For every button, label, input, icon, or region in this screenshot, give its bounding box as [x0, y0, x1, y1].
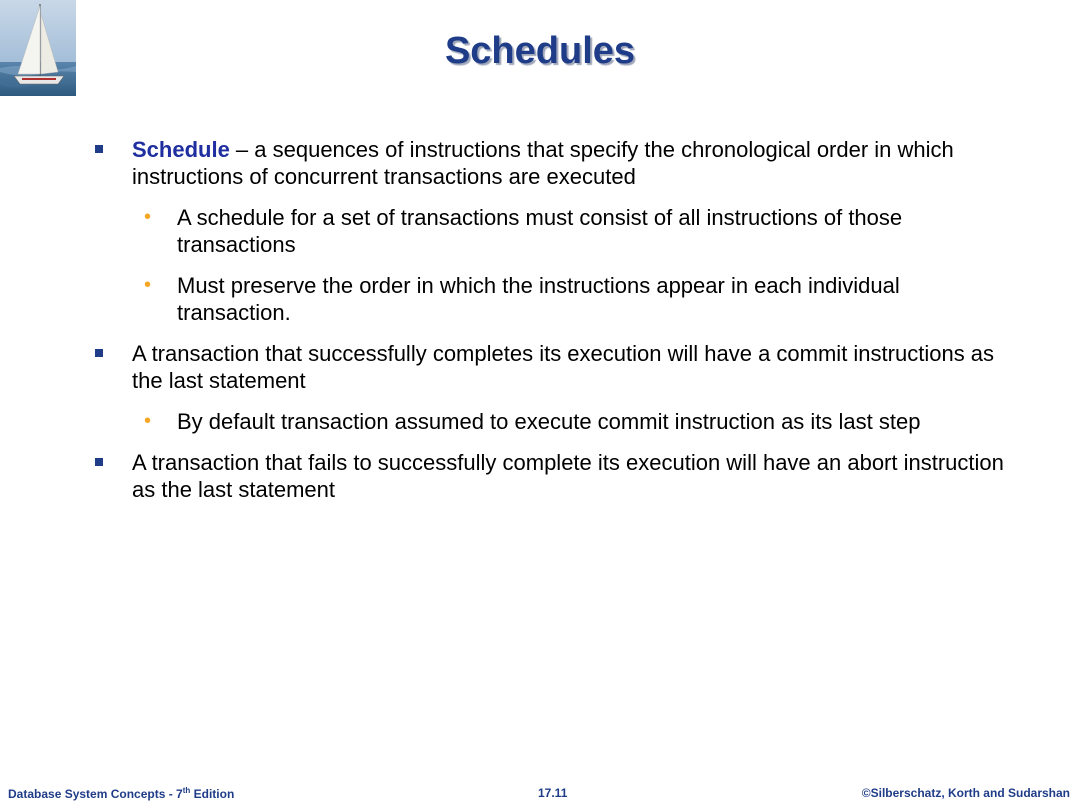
slide-footer	[0, 786, 1080, 806]
sub-bullet-text: A schedule for a set of transactions must consist of all instructions of those transactions	[177, 205, 903, 257]
round-bullet-icon: •	[144, 410, 152, 432]
bullet-item-schedule	[90, 136, 1010, 190]
square-bullet-icon	[95, 349, 103, 357]
bullet-text: – a sequences of instructions that specify the chronological order in which instructions of concurrent transactions are executed	[132, 137, 954, 189]
footer-copyright: ©Silberschatz, Korth and Sudarshan	[861, 786, 1070, 800]
bullet-text: A transaction that successfully completes its execution will have a commit instructions as the last statement	[132, 341, 995, 393]
sub-bullet-text: By default transaction assumed to execute commit instruction as its last step	[177, 409, 921, 434]
slide-content	[90, 136, 1010, 517]
square-bullet-icon	[95, 145, 103, 153]
square-bullet-icon	[95, 458, 103, 466]
round-bullet-icon: •	[144, 206, 152, 228]
footer-page-number: 17.11	[538, 786, 568, 800]
term-schedule: Schedule	[132, 137, 230, 162]
sub-bullet-text: Must preserve the order in which the instructions appear in each individual transaction.	[177, 273, 900, 325]
slide-title: Schedules	[444, 30, 636, 72]
sub-bullet-item	[90, 408, 1010, 435]
round-bullet-icon: •	[144, 274, 152, 296]
sub-bullet-item	[90, 272, 1010, 326]
sub-bullet-item	[90, 204, 1010, 258]
footer-book-title: Database System Concepts - 7th Edition	[8, 786, 235, 801]
bullet-item-commit	[90, 340, 1010, 394]
bullet-item-abort	[90, 449, 1010, 503]
bullet-text: A transaction that fails to successfully complete its execution will have an abort instruction as the last statement	[132, 450, 1004, 502]
